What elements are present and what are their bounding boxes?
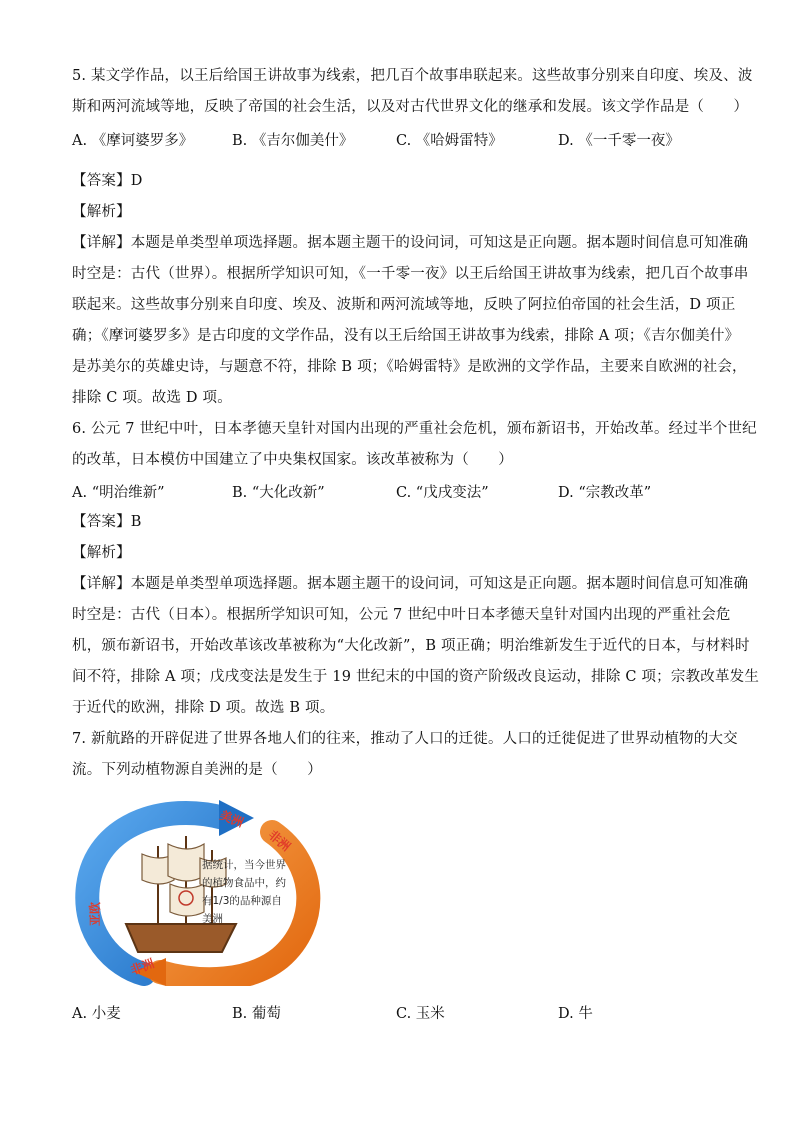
q7-stem-line-1: 7. 新航路的开辟促进了世界各地人们的往来，推动了人口的迁徙。人口的迁徙促进了世界动植物的大交 <box>72 731 738 747</box>
label-america-top: 美洲 <box>217 807 246 830</box>
q7-options <box>72 1002 722 1022</box>
q5-detail-line-2: 时空是：古代（世界）。根据所学知识可知，《一千零一夜》以王后给国王讲故事为线索，把几百个故事串 <box>72 266 749 282</box>
q6-option-d: D. “宗教改革” <box>558 485 652 501</box>
figure-caption <box>202 858 286 925</box>
q5-stem-line-2: 斯和两河流域等地，反映了帝国的社会生活，以及对古代世界文化的继承和发展。该文学作品是（ ） <box>72 99 749 115</box>
q5-stem-line-1: 5. 某文学作品，以王后给国王讲故事为线索，把几百个故事串联起来。这些故事分别来自印度、埃及、波 <box>72 68 753 84</box>
q7-option-a: A. 小麦 <box>72 1006 121 1022</box>
caption-line-2: 的植物食品中，约 <box>202 877 286 889</box>
q7-exchange-figure <box>74 794 324 986</box>
label-africa-bottom: 非洲 <box>128 956 157 978</box>
q5-option-d: D. 《一千零一夜》 <box>558 133 680 149</box>
q5-option-b: B. 《吉尔伽美什》 <box>232 133 354 149</box>
exchange-diagram <box>74 794 324 986</box>
q6-option-b: B. “大化改新” <box>232 485 325 501</box>
q7-option-c: C. 玉米 <box>396 1006 445 1022</box>
sailing-ship-icon <box>126 836 236 952</box>
q5-detail-line-4: 确；《摩诃婆罗多》是古印度的文学作品，没有以王后给国王讲故事为线索，排除 A 项；《吉尔伽美什》 <box>72 328 740 344</box>
q6-detail-line-3: 机，颁布新诏书，开始改革该改革被称为“大化改新”，B 项正确；明治维新发生于近代的日本，与材料时 <box>72 638 750 654</box>
q6-option-a: A. “明治维新” <box>72 485 165 501</box>
q5-options <box>72 129 722 149</box>
q6-detail-line-2: 时空是：古代（日本）。根据所学知识可知，公元 7 世纪中叶日本孝德天皇针对国内出现的严重社会危 <box>72 607 731 623</box>
q7-option-b: B. 葡萄 <box>232 1006 281 1022</box>
q7-option-d: D. 牛 <box>558 1006 593 1022</box>
q6-detail-line-5: 于近代的欧洲，排除 D 项。故选 B 项。 <box>72 700 335 716</box>
caption-line-3: 有1/3的品种源自 <box>202 895 282 907</box>
q6-detail-line-1: 【详解】本题是单类型单项选择题。据本题主题干的设问词，可知这是正向题。据本题时间信息可知准确 <box>72 576 749 592</box>
q5-answer: 【答案】D <box>72 173 143 189</box>
q6-detail-line-4: 间不符，排除 A 项；戊戌变法是发生于 19 世纪末的中国的资产阶级改良运动，排除 C 项；宗教改革发生 <box>72 669 760 685</box>
label-africa-right: 非洲 <box>265 827 294 854</box>
q5-option-a: A. 《摩诃婆罗多》 <box>72 133 194 149</box>
q5-analysis-label: 【解析】 <box>72 204 131 220</box>
caption-line-1: 据统计，当今世界 <box>202 859 286 871</box>
label-eurasia-left: 亚欧 <box>88 901 102 927</box>
q6-answer: 【答案】B <box>72 514 142 530</box>
q6-option-c: C. “戊戌变法” <box>396 485 489 501</box>
q5-detail-line-1: 【详解】本题是单类型单项选择题。据本题主题干的设问词，可知这是正向题。据本题时间信息可知准确 <box>72 235 749 251</box>
q5-option-c: C. 《哈姆雷特》 <box>396 133 503 149</box>
q5-detail-line-5: 是苏美尔的英雄史诗，与题意不符，排除 B 项；《哈姆雷特》是欧洲的文学作品，主要来自欧洲的社会， <box>72 359 747 375</box>
q7-stem-line-2: 流。下列动植物源自美洲的是（ ） <box>72 762 322 778</box>
q5-detail-line-3: 联起来。这些故事分别来自印度、埃及、波斯和两河流域等地，反映了阿拉伯帝国的社会生活，D 项正 <box>72 297 736 313</box>
q6-analysis-label: 【解析】 <box>72 545 131 561</box>
caption-line-4: 美洲 <box>202 913 223 925</box>
q5-detail-line-6: 排除 C 项。故选 D 项。 <box>72 390 232 406</box>
q6-stem-line-1: 6. 公元 7 世纪中叶，日本孝德天皇针对国内出现的严重社会危机，颁布新诏书，开始改革。经过半个世纪 <box>72 421 757 437</box>
q6-options <box>72 481 722 501</box>
q6-stem-line-2: 的改革，日本模仿中国建立了中央集权国家。该改革被称为（ ） <box>72 452 513 468</box>
